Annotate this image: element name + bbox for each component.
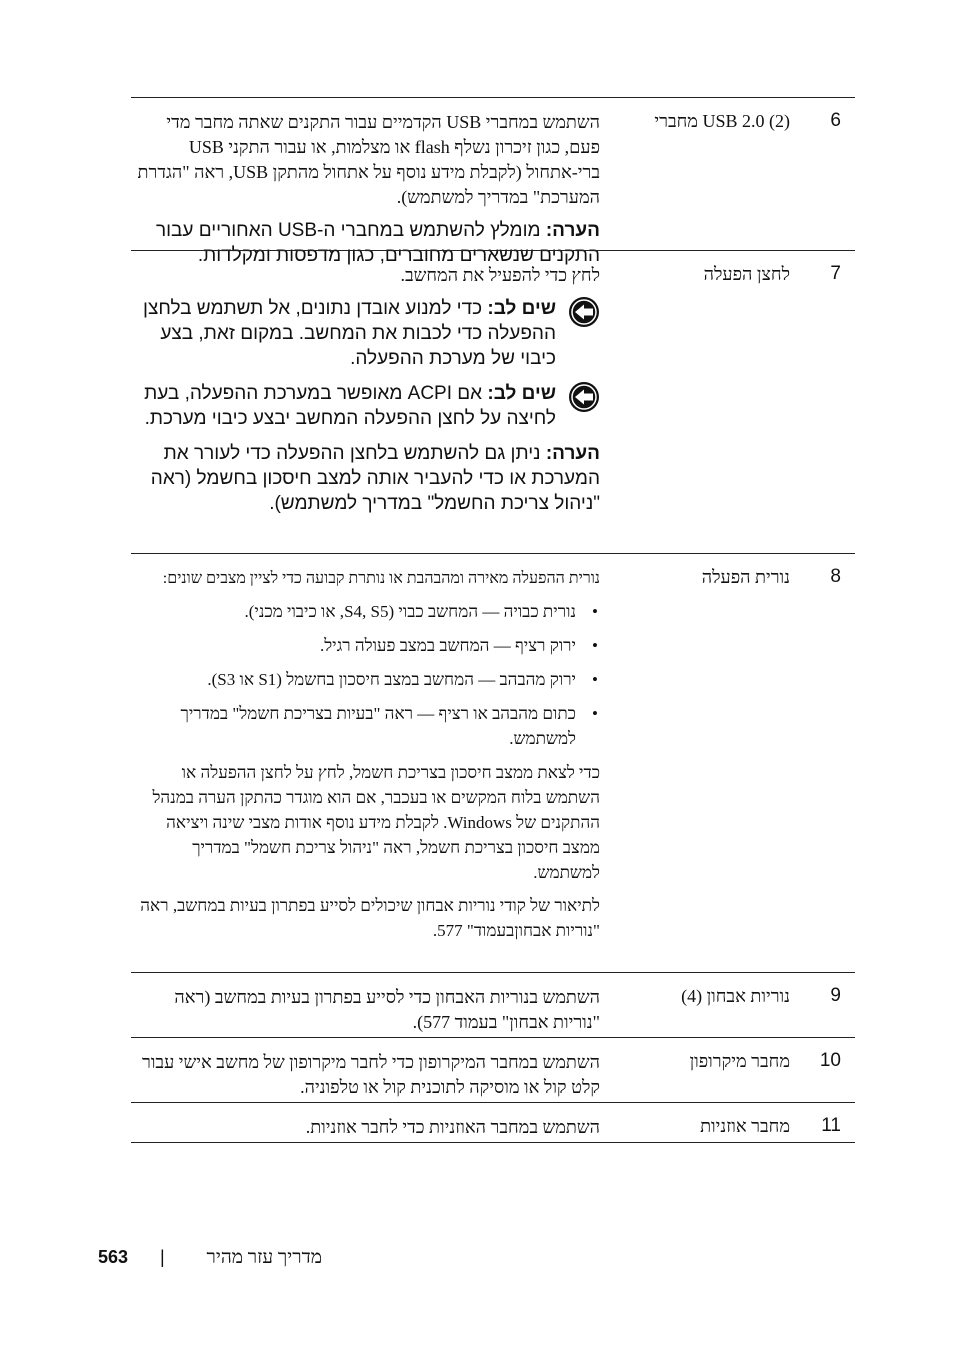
notice-arrow-icon bbox=[568, 381, 600, 413]
description-text: השתמש בנוריות האבחון כדי לסייע בפתרון בעיות במחשב (ראה "נוריות אבחון" בעמוד 577). bbox=[174, 987, 600, 1032]
component-name: מחבר מיקרופון bbox=[689, 1051, 790, 1071]
notice-text bbox=[131, 296, 556, 371]
row-number: 11 bbox=[821, 1115, 841, 1136]
description-text: כדי לצאת ממצב חיסכון בצריכת חשמל, לחץ על לחצן ההפעלה או השתמש בלוח המקשים או בעכבר, אם הוא מוגדר כהתקן הערה במנהל ההתקנים של Windows. לקבלת מידע נוסף אודות מצבי שינה ויציאה ממצב חיסכון בצריכת חשמל, ראה "ניהול צריכת חשמל" במדריך למשתמש. bbox=[152, 763, 600, 882]
row-description bbox=[131, 263, 600, 516]
table-row bbox=[131, 1037, 855, 1102]
notice bbox=[131, 296, 600, 371]
component-name: מחבר אוזניות bbox=[700, 1116, 790, 1136]
row-description bbox=[131, 1050, 600, 1100]
note-label: הערה: bbox=[545, 220, 600, 241]
description-text: השתמש במחבר האוזניות כדי לחבר אוזניות. bbox=[305, 1117, 600, 1137]
notice bbox=[131, 381, 600, 431]
note bbox=[131, 441, 600, 516]
component-name: (2) USB 2.0 מחברי bbox=[654, 111, 790, 131]
description-intro: נורית ההפעלה מאירה ומהבהבת או נותרת קבועה כדי לציין מצבים שונים: bbox=[162, 570, 600, 587]
table-row bbox=[131, 97, 855, 266]
row-number: 9 bbox=[830, 985, 841, 1006]
notice-label: שים לב: bbox=[487, 298, 556, 319]
footer-separator: | bbox=[160, 1247, 165, 1267]
description-text: לחץ כדי להפעיל את המחשב. bbox=[400, 265, 600, 285]
component-name: נוריות אבחון (4) bbox=[681, 986, 790, 1006]
status-list bbox=[131, 599, 600, 751]
footer-title: מדריך עזר מהיר bbox=[206, 1247, 322, 1268]
specs-table bbox=[131, 97, 855, 1143]
note-text: ניתן גם להשתמש בלחצן ההפעלה כדי לעורר את המערכת או כדי להעביר אותה למצב חיסכון בחשמל (ראה "ניהול צריכת החשמל" במדריך למשתמש). bbox=[150, 443, 600, 514]
row-number: 6 bbox=[830, 110, 841, 131]
list-item: • נורית כבויה — המחשב כבוי (S4, S5, או כיבוי מכני). bbox=[131, 599, 600, 624]
table-row bbox=[131, 250, 855, 553]
notice-label: שים לב: bbox=[487, 383, 556, 404]
table-row bbox=[131, 1102, 855, 1143]
row-number: 7 bbox=[830, 263, 841, 284]
row-description bbox=[131, 1115, 600, 1140]
notice-body: כדי למנוע אובדן נתונים, אל תשתמש בלחצן ההפעלה כדי לכבות את המחשב. במקום זאת, בצע כיבוי של מערכת ההפעלה. bbox=[143, 298, 556, 369]
notice-body: אם ACPI מאופשר במערכת ההפעלה, בעת לחיצה על לחצן ההפעלה המחשב יבצע כיבוי מערכת. bbox=[144, 383, 556, 429]
row-description bbox=[131, 110, 600, 268]
row-description bbox=[131, 566, 600, 943]
page-number: 563 bbox=[98, 1247, 129, 1267]
row-number: 10 bbox=[819, 1050, 841, 1071]
table-row bbox=[131, 972, 855, 1037]
list-item: • כתום מהבהב או רציף — ראה "בעיות בצריכת חשמל" במדריך למשתמש. bbox=[131, 701, 600, 751]
list-item: • ירוק רציף — המחשב במצב פעולה רגיל. bbox=[131, 633, 600, 658]
note-text: מומלץ להשתמש במחברי ה-USB האחוריים עבור התקנים שנשארים מחוברים, כגון מדפסות ומקלדות. bbox=[155, 220, 600, 266]
note-label: הערה: bbox=[545, 443, 600, 464]
table-row bbox=[131, 553, 855, 972]
list-item: • ירוק מהבהב — המחשב במצב חיסכון בחשמל (S1 או S3). bbox=[131, 667, 600, 692]
description-text: השתמש במחבר המיקרופון כדי לחבר מיקרופון של מחשב אישי עבור קלט קול או מוסיקה לתוכנית קול או טלפוניה. bbox=[141, 1052, 600, 1097]
row-description bbox=[131, 985, 600, 1035]
notice-text bbox=[131, 381, 556, 431]
row-number: 8 bbox=[830, 566, 841, 587]
notice-arrow-icon bbox=[568, 296, 600, 328]
description-text: לתיאור של קודי נוריות אבחון שיכולים לסייע בפתרון בעיות במחשב, ראה "נוריות אבחוןבעמוד" 577. bbox=[140, 896, 600, 940]
component-name: לחצן הפעלה bbox=[703, 264, 790, 284]
description-text: השתמש במחברי USB הקדמיים עבור התקנים שאתה מחבר מדי פעם, כגון זיכרון נשלף flash או מצלמות, או עבור התקני USB ברי-אתחול (לקבלת מידע נוסף על אתחול מהתקן USB, ראה "הגדרת המערכת" במדריך למשתמש). bbox=[137, 112, 600, 207]
component-name: נורית הפעלה bbox=[701, 567, 790, 587]
